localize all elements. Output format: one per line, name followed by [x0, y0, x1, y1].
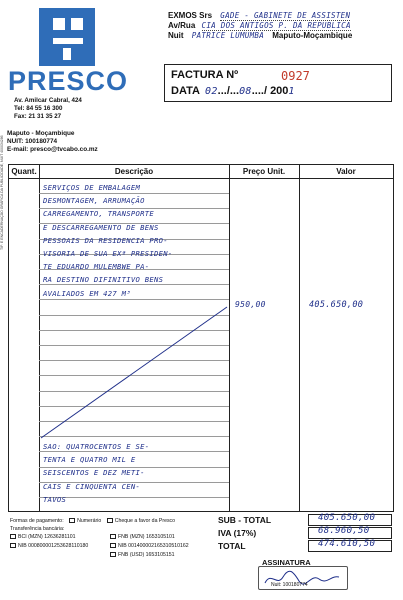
date-year-suffix: 1 — [288, 86, 295, 97]
bank-fnb-usd — [110, 552, 175, 558]
amount-words-line: SEISCENTOS E DEZ METI- — [43, 468, 145, 478]
payment-methods — [10, 518, 175, 524]
total-label: TOTAL — [218, 541, 246, 551]
avrua-value: CIA DOS ANTIGOS P. DA REPUBLICA — [201, 21, 351, 30]
total-value: 474.610,50 — [318, 539, 376, 549]
description-line: RA DESTINO DIFINITIVO BENS — [43, 275, 164, 285]
unit-price-value: 950,00 — [235, 300, 266, 309]
bank-nib-bci-text: NIB 000800001253628110180 — [18, 543, 89, 549]
description-line: PESSOAIS DA RESIDENCIA PRO- — [43, 235, 168, 245]
description-line: SERVIÇOS DE EMBALAGEM — [43, 183, 141, 192]
company-nuit: NUIT: 100180774 — [7, 138, 58, 145]
exmos-label: EXMOS Srs — [168, 11, 213, 20]
bank-fnb-usd-text: FNB (USD) 1653105151 — [118, 552, 175, 558]
payment-forma-label: Formas de pagamento: — [10, 518, 64, 524]
iva-label: IVA (17%) — [218, 528, 257, 538]
header-value: Valor — [299, 165, 393, 179]
nib-bci-checkbox[interactable] — [10, 543, 16, 548]
company-tel: Tel: 84 55 16 300 — [14, 105, 63, 112]
bci-checkbox[interactable] — [10, 534, 16, 539]
bank-bci — [10, 534, 76, 540]
signature-label: ASSINATURA — [262, 558, 311, 567]
bank-bci-text: BCI (MZN) 12636281101 — [18, 534, 76, 540]
nuit-value: PATRICE LUMUMBA — [191, 31, 265, 40]
avrua-label: Av/Rua — [168, 21, 196, 30]
company-fax: Fax: 21 31 35 27 — [14, 113, 62, 120]
presco-logo — [39, 8, 95, 66]
description-line: DESMONTAGEM, ARRUMAÇÃO — [43, 196, 145, 206]
description-line: AVALIADOS EM 427 M³ — [43, 288, 131, 298]
description-line: CARREGAMENTO, TRANSPORTE — [43, 209, 155, 219]
description-line: E DESCARREGAMENTO DE BENS — [43, 222, 159, 232]
ruled-line — [39, 497, 229, 498]
bank-nib-bci — [10, 543, 88, 549]
column-divider — [299, 165, 300, 511]
fnb-usd-checkbox[interactable] — [110, 552, 116, 557]
amount-words-line: TENTA E QUATRO MIL E — [43, 455, 136, 465]
header-description: Descrição — [39, 165, 229, 179]
header-unit-price: Preço Unit. — [229, 165, 299, 179]
ruled-line — [39, 451, 229, 452]
invoice-title: FACTURA Nº — [171, 69, 239, 81]
client-city: Maputo-Moçambique — [272, 31, 353, 40]
date-year-prefix: 200 — [270, 85, 289, 97]
strike-through-line — [39, 305, 229, 440]
signature-nuit: Nuit: 100180774 — [271, 582, 308, 588]
numerario-checkbox[interactable] — [69, 518, 75, 523]
amount-words-line: CAIS E CINQUENTA CEN- — [43, 481, 141, 491]
nuit-label: Nuit — [168, 31, 184, 40]
amount-words-line: SAO: QUATROCENTOS E SE- — [43, 442, 150, 451]
company-name: PRESCO — [8, 66, 129, 96]
bank-nib-fnb — [110, 543, 189, 549]
subtotal-value: 405.650,00 — [318, 513, 376, 523]
amount-words-line: TAVOS — [43, 494, 67, 504]
column-divider — [229, 165, 230, 511]
bank-fnb-mzn-text: FNB (MZN) 1653105101 — [118, 534, 175, 540]
date-day: 02 — [205, 86, 218, 97]
line-total-value: 405.650,00 — [309, 300, 364, 310]
printer-credit: TIP. E ENCADERNAÇÃO GRÁFICA DA PUBLICIDADE, NUIT 400034286 — [0, 135, 4, 250]
invoice-number: 0927 — [281, 69, 310, 83]
header-quantity: Quant. — [9, 165, 39, 179]
fnb-mzn-checkbox[interactable] — [110, 534, 116, 539]
transfer-label: Transferência bancária: — [10, 526, 65, 532]
exmos-value: GADE - GABINETE DE ASSISTEN — [220, 11, 351, 20]
date-month: 08 — [239, 86, 252, 97]
date-label: DATA — [171, 85, 200, 97]
cheque-checkbox[interactable] — [107, 518, 113, 523]
description-line: VISORIA DE SUA EXª PRESIDEN- — [43, 249, 173, 258]
signature-stamp — [258, 566, 348, 590]
bank-nib-fnb-text: NIB 001400002165310510162 — [118, 543, 189, 549]
invoice-box — [164, 64, 392, 102]
ruled-line — [39, 299, 229, 300]
numerario-label: Numerário — [77, 518, 102, 524]
nib-fnb-checkbox[interactable] — [110, 543, 116, 548]
cheque-label: Cheque a favor da Presco — [114, 518, 176, 524]
ruled-line — [39, 193, 229, 194]
company-city: Maputo - Moçambique — [7, 130, 75, 137]
iva-value: 68.960,50 — [318, 526, 370, 536]
description-line: TE EDUARDO MULEMBWE PA- — [43, 262, 150, 272]
items-table — [8, 164, 394, 512]
company-address: Av. Amilcar Cabral, 424 — [14, 97, 82, 104]
date-field: 02.../...08..../ 2001 — [205, 85, 295, 97]
subtotal-label: SUB - TOTAL — [218, 515, 272, 525]
bank-fnb-mzn — [110, 534, 175, 540]
client-block — [168, 11, 392, 41]
company-email: E-mail: presco@tvcabo.co.mz — [7, 146, 98, 153]
